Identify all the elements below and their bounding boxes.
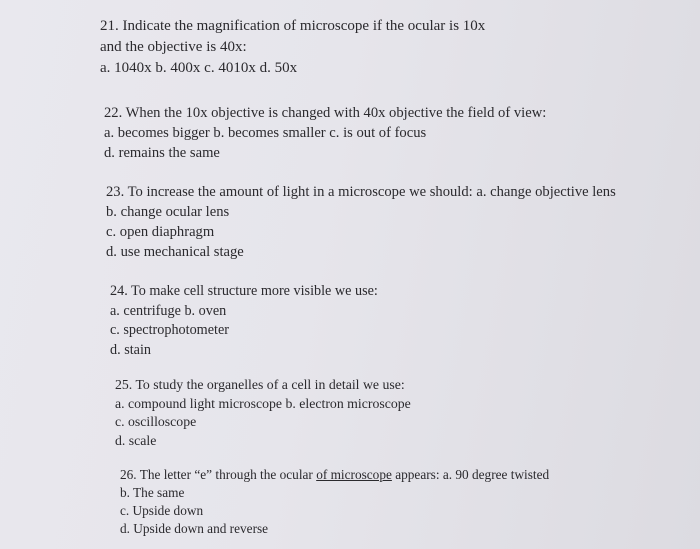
question-21 — [100, 16, 485, 79]
question-21-options: a. 1040x b. 400x c. 4010x d. 50x — [100, 60, 298, 76]
question-23-option-b: b. change ocular lens — [106, 204, 230, 220]
question-25-option-c: c. oscilloscope — [115, 414, 197, 429]
question-22 — [104, 103, 546, 163]
question-24-options: a. centrifuge b. oven — [110, 302, 227, 319]
question-24 — [110, 282, 378, 360]
question-23-option-c: c. open diaphragm — [106, 224, 215, 240]
question-23 — [106, 182, 616, 262]
question-26-stem — [120, 466, 549, 484]
question-25-option-d: d. scale — [115, 432, 157, 448]
question-26 — [120, 466, 549, 538]
question-22-options: a. becomes bigger b. becomes smaller c. is out of focus — [104, 125, 427, 141]
question-26-stem-underlined: of microscope — [316, 467, 392, 482]
question-25-stem: 25. To study the organelles of a cell in detail we use: — [115, 377, 405, 392]
question-23-option-d: d. use mechanical stage — [106, 244, 244, 260]
question-25-options: a. compound light microscope b. electron microscope — [115, 395, 411, 411]
question-24-option-c: c. spectrophotometer — [110, 322, 229, 338]
question-21-stem-cont: and the objective is 40x: — [100, 39, 247, 55]
question-26-option-d: d. Upside down and reverse — [120, 521, 269, 536]
question-24-stem: 24. To make cell structure more visible we use: — [110, 283, 378, 299]
question-24-option-d: d. stain — [110, 341, 151, 358]
question-26-stem-prefix: 26. The letter “e” through the ocular — [120, 467, 317, 482]
question-22-option-d: d. remains the same — [104, 145, 220, 161]
question-26-option-c: c. Upside down — [120, 503, 204, 518]
question-21-stem: 21. Indicate the magnification of microscope if the ocular is 10x — [100, 18, 486, 34]
question-23-stem: 23. To increase the amount of light in a microscope we should: a. change objective lens — [106, 184, 616, 200]
question-25 — [115, 376, 411, 450]
question-22-stem: 22. When the 10x objective is changed with 40x objective the field of view: — [104, 105, 547, 121]
question-26-stem-suffix: appears: a. 90 degree twisted — [391, 467, 550, 482]
question-26-option-b: b. The same — [120, 485, 185, 500]
